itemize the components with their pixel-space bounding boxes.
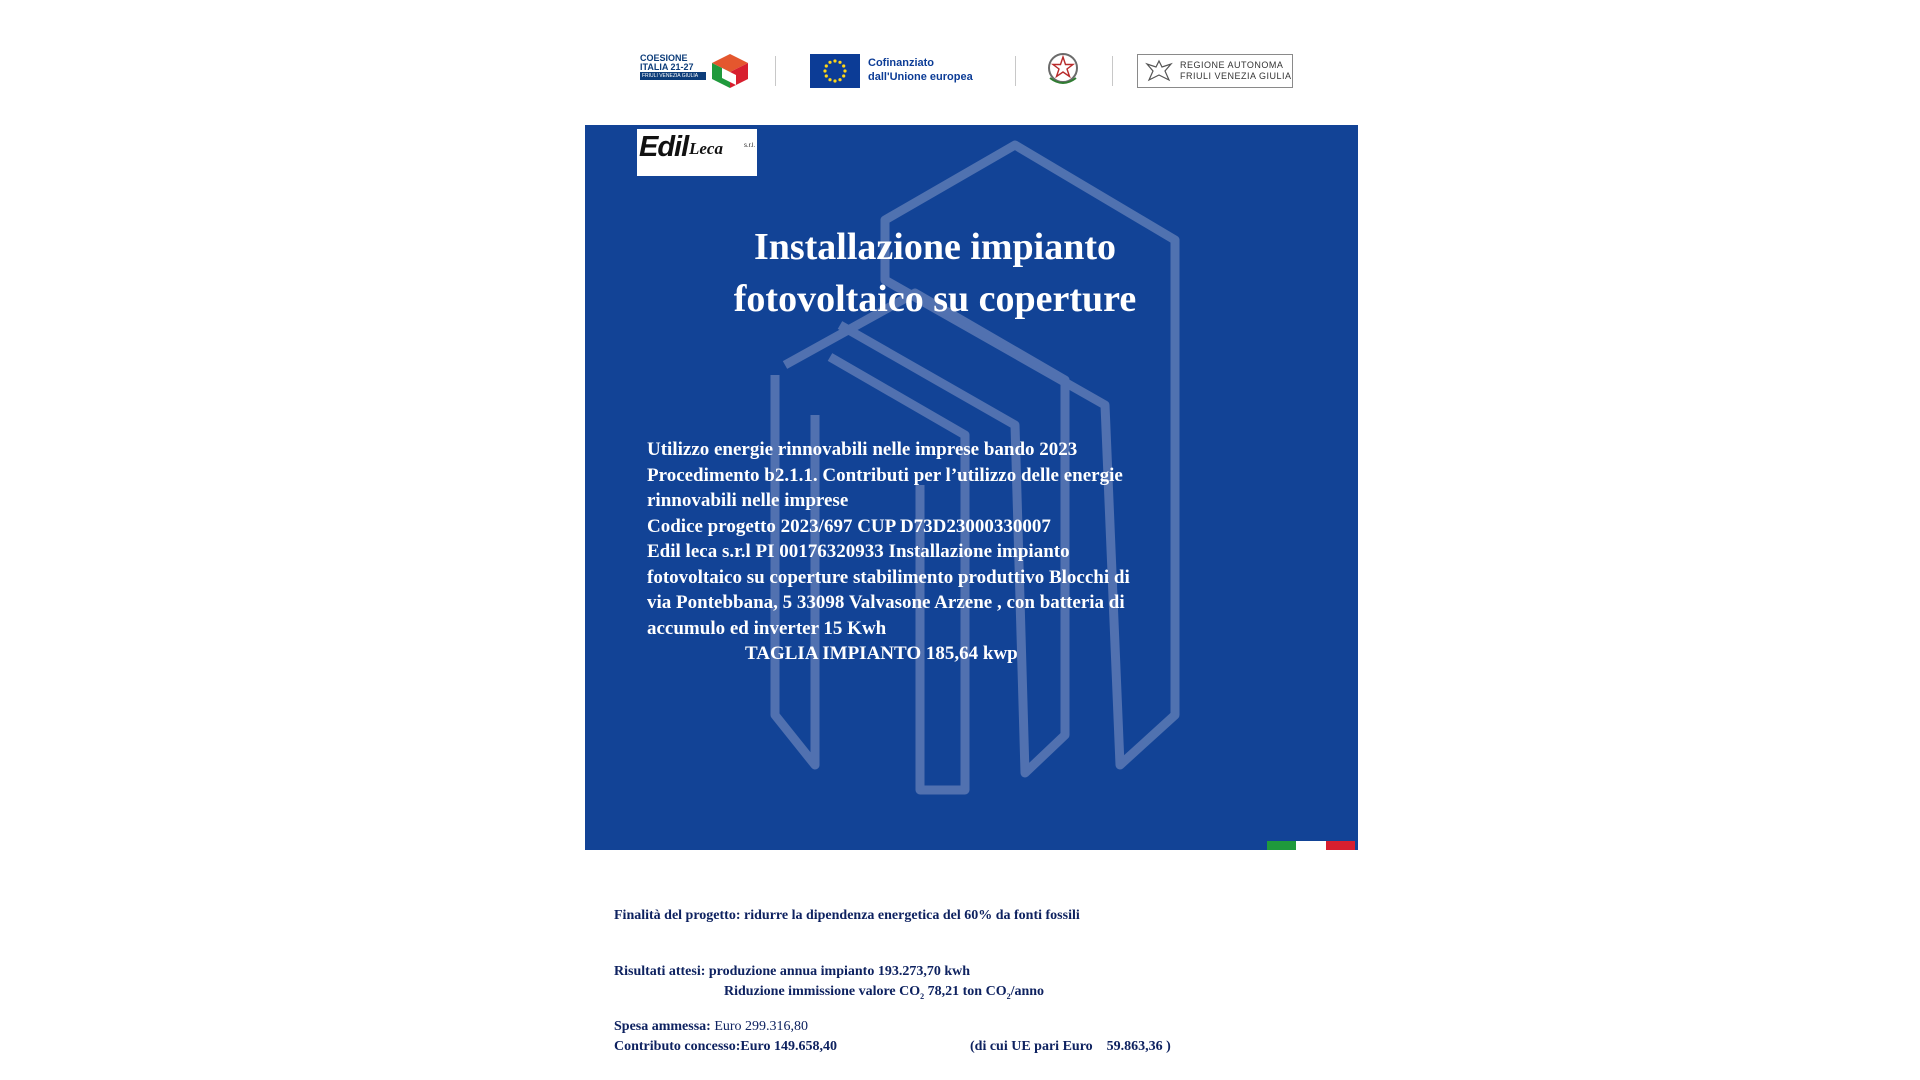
project-panel [585,125,1358,850]
panel-title-line2: fotovoltaico su coperture [733,278,1137,320]
contribution-value: Euro 149.658,40 [740,1039,837,1054]
detail-line: fotovoltaico su coperture stabilimento produttivo Blocchi di [647,566,1130,588]
detail-line: Codice progetto 2023/697 CUP D73D23000330007 [647,515,1051,537]
co2-text-c: /anno [1010,984,1045,999]
detail-line: accumulo ed inverter 15 Kwh [647,617,887,639]
results-production: produzione annua impianto 193.273,70 kwh [708,964,971,979]
coesione-title [640,54,694,72]
logo-divider-1 [775,56,776,86]
coesione-region: FRIULI VENEZIA GIULIA [640,72,706,80]
fvg-line1: REGIONE AUTONOMA [1180,60,1284,70]
eu-flag-icon [810,54,860,88]
results-label: Risultati attesi: [614,964,706,979]
co2-text-a: Riduzione immissione valore CO [724,984,921,999]
detail-line: Edil leca s.r.l PI 00176320933 Installazione impianto [647,541,1070,562]
eu-share [970,1039,1171,1055]
detail-line: via Pontebbana, 5 33098 Valvasone Arzene , con batteria di [647,592,1125,613]
admitted-expense [614,1019,808,1035]
expected-results [614,964,970,980]
project-details [647,437,1130,667]
brand-name-edil: Edil [639,131,689,163]
fvg-text [1180,60,1292,82]
co2-text-b: 78,21 ton CO [924,984,1007,999]
logo-divider-3 [1112,56,1113,86]
co2-subscript: 2 [1006,991,1011,1001]
expense-label: Spesa ammessa: [614,1019,711,1034]
eagle-icon [1144,58,1174,84]
detail-line: rinnovabili nelle imprese [647,490,849,511]
co2-subscript: 2 [920,991,925,1001]
coesione-line2: ITALIA 21-27 [640,62,694,72]
flag-green [1267,841,1296,850]
plant-size: TAGLIA IMPIANTO 185,64 kwp [745,643,1018,664]
logo-divider-2 [1015,56,1016,86]
expense-value: Euro 299.316,80 [710,1019,809,1034]
eu-text [868,56,973,84]
panel-title-line1: Installazione impianto [753,226,1117,268]
edil-leca-logo [637,129,757,176]
coesione-line1: COESIONE [640,53,688,63]
eu-share-value: 59.863,36 ) [1106,1039,1171,1054]
flag-white [1296,841,1325,850]
project-purpose [614,908,1080,924]
italian-flag-strip [1267,841,1355,850]
purpose-label: Finalità del progetto: [614,908,741,923]
brand-suffix: s.r.l. [744,143,756,149]
brand-name-leca: Leca [689,139,723,158]
purpose-value: ridurre la dipendenza energetica del 60% da fonti fossili [744,908,1080,923]
flag-red [1326,841,1355,850]
fvg-line2: FRIULI VENEZIA GIULIA [1180,71,1292,81]
logos-row [630,48,1310,96]
contribution-label: Contributo concesso: [614,1039,741,1054]
eu-line1: Cofinanziato [868,57,934,69]
eu-share-label: (di cui UE pari Euro [970,1039,1093,1054]
coesione-logo [640,48,752,90]
coesione-cube-icon [710,52,750,90]
granted-contribution [614,1039,837,1055]
fvg-region-logo [1137,54,1293,88]
italian-emblem-icon [1046,48,1080,90]
panel-title [585,221,1285,325]
detail-line: Procedimento b2.1.1. Contributi per l’utilizzo delle energie [647,464,1123,486]
co2-reduction [724,984,1044,1001]
detail-line: Utilizzo energie rinnovabili nelle imprese bando 2023 [647,439,1078,460]
eu-logo [810,48,1000,90]
eu-line2: dall'Unione europea [868,71,973,83]
